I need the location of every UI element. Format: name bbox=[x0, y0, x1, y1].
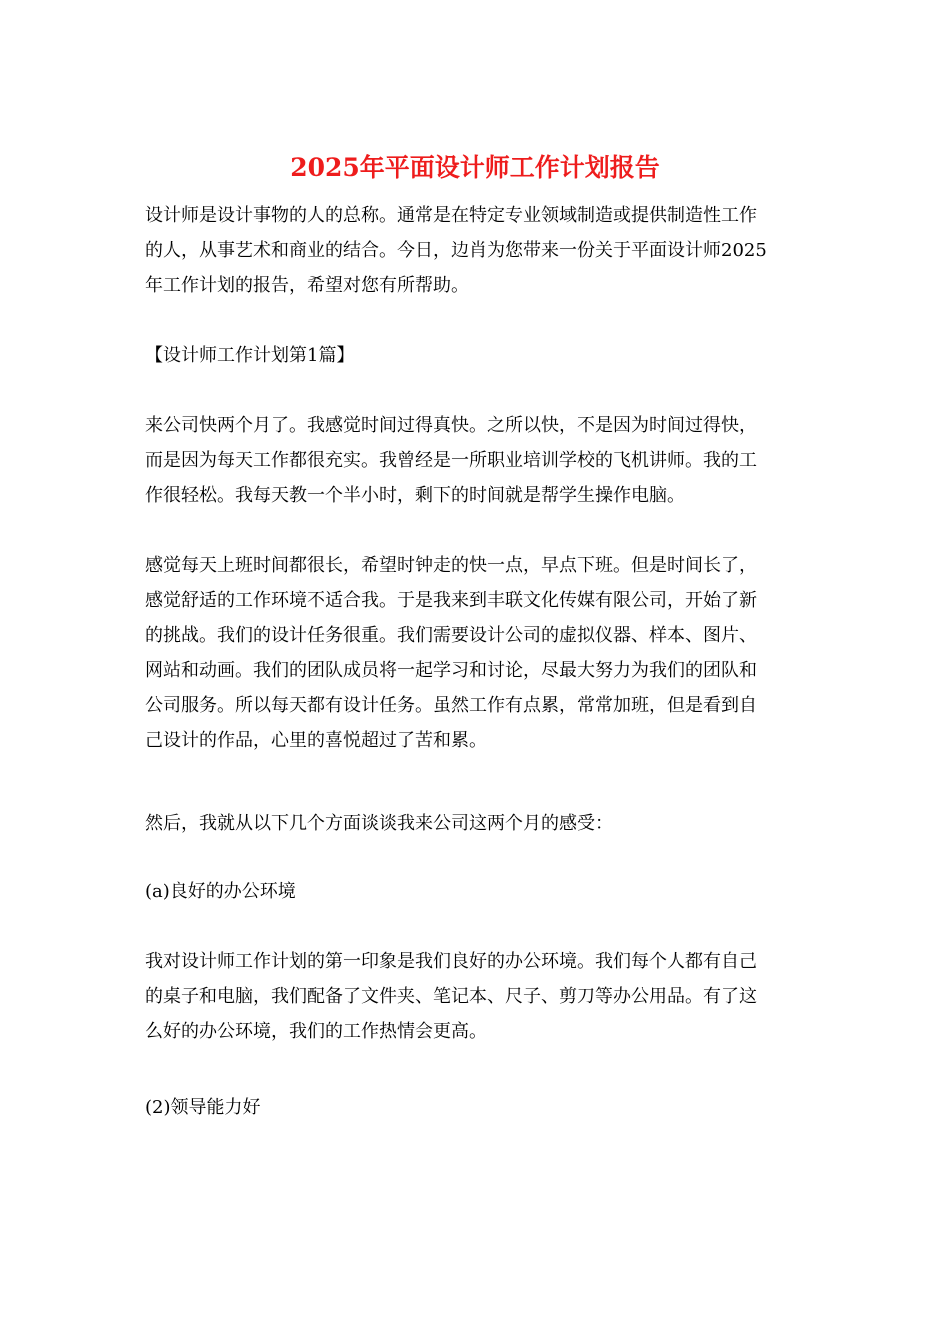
text-line: 我对设计师工作计划的第一印象是我们良好的办公环境。我们每个人都有自己 bbox=[145, 951, 757, 972]
subsection-heading bbox=[145, 1090, 805, 1125]
body-paragraph bbox=[145, 408, 805, 513]
text-line: 公司服务。所以每天都有设计任务。虽然工作有点累，常常加班，但是看到自 bbox=[145, 695, 757, 716]
text-line: 作很轻松。我每天教一个半小时，剩下的时间就是帮学生操作电脑。 bbox=[145, 485, 685, 506]
text-line: 网站和动画。我们的团队成员将一起学习和讨论，尽最大努力为我们的团队和 bbox=[145, 660, 757, 681]
text-line: (a)良好的办公环境 bbox=[145, 881, 296, 902]
text-line: (2)领导能力好 bbox=[145, 1097, 261, 1118]
text-line: 的人，从事艺术和商业的结合。今日，边肖为您带来一份关于平面设计师2025 bbox=[145, 240, 767, 261]
text-line: 设计师是设计事物的人的总称。通常是在特定专业领域制造或提供制造性工作 bbox=[145, 205, 757, 226]
text-line: 的挑战。我们的设计任务很重。我们需要设计公司的虚拟仪器、样本、图片、 bbox=[145, 625, 757, 646]
text-line: 己设计的作品，心里的喜悦超过了苦和累。 bbox=[145, 730, 487, 751]
text-line: 么好的办公环境，我们的工作热情会更高。 bbox=[145, 1021, 487, 1042]
subsection-heading bbox=[145, 874, 805, 909]
body-paragraph bbox=[145, 806, 805, 841]
intro-paragraph bbox=[145, 198, 805, 303]
section-heading bbox=[145, 338, 805, 373]
text-line: 年工作计划的报告，希望对您有所帮助。 bbox=[145, 275, 469, 296]
text-line: 感觉舒适的工作环境不适合我。于是我来到丰联文化传媒有限公司，开始了新 bbox=[145, 590, 757, 611]
text-line: 来公司快两个月了。我感觉时间过得真快。之所以快，不是因为时间过得快， bbox=[145, 415, 757, 436]
document-title: 2025年平面设计师工作计划报告 bbox=[290, 153, 660, 182]
text-line: 的桌子和电脑，我们配备了文件夹、笔记本、尺子、剪刀等办公用品。有了这 bbox=[145, 986, 757, 1007]
text-line: 感觉每天上班时间都很长，希望时钟走的快一点，早点下班。但是时间长了， bbox=[145, 555, 757, 576]
text-line: 而是因为每天工作都很充实。我曾经是一所职业培训学校的飞机讲师。我的工 bbox=[145, 450, 757, 471]
body-paragraph bbox=[145, 944, 805, 1049]
text-line: 【设计师工作计划第1篇】 bbox=[145, 345, 355, 366]
text-line: 然后，我就从以下几个方面谈谈我来公司这两个月的感受： bbox=[145, 813, 613, 834]
body-paragraph bbox=[145, 548, 805, 758]
